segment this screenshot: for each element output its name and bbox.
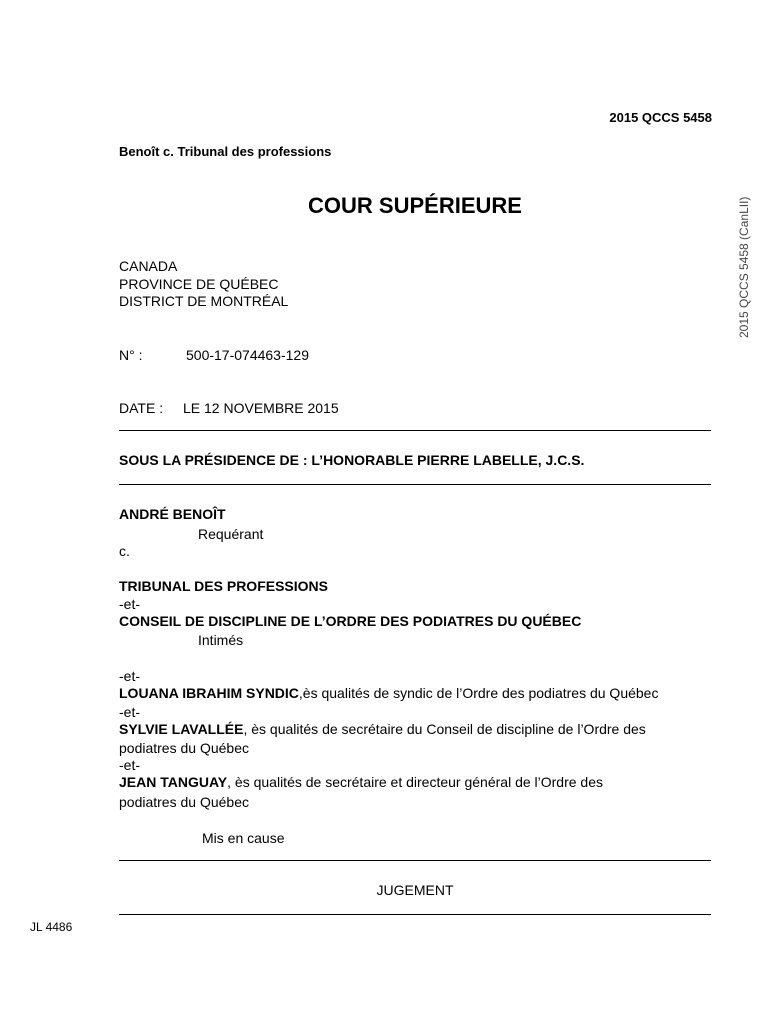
impleaded-role: Mis en cause	[202, 830, 285, 846]
et-separator: -et-	[119, 757, 140, 773]
impleaded-party-capacity: , ès qualités de secrétaire du Conseil de discipline de l’Ordre des	[243, 721, 646, 737]
applicant-role: Requérant	[198, 526, 264, 542]
impleaded-party-name: JEAN TANGUAY	[119, 774, 228, 790]
file-number-label: N° :	[119, 347, 143, 363]
footer-code: JL 4486	[30, 920, 73, 934]
court-name: COUR SUPÉRIEURE	[308, 193, 522, 218]
versus-marker: c.	[119, 543, 130, 559]
et-separator: -et-	[119, 704, 140, 720]
et-separator: -et-	[119, 596, 140, 612]
judgment-heading: JUGEMENT	[376, 882, 454, 898]
canlii-side-note: 2015 QCCS 5458 (CanLII)	[737, 196, 751, 338]
divider-line	[119, 860, 711, 861]
file-number-value: 500-17-074463-129	[186, 347, 309, 363]
date-value: LE 12 NOVEMBRE 2015	[183, 400, 339, 416]
jurisdiction-province: PROVINCE DE QUÉBEC	[119, 276, 279, 292]
impleaded-party-continuation: podiatres du Québec	[119, 740, 249, 756]
impleaded-party-capacity: ,ès qualités de syndic de l’Ordre des podiatres du Québec	[298, 685, 659, 701]
jurisdiction-country: CANADA	[119, 258, 178, 274]
respondent-tribunal: TRIBUNAL DES PROFESSIONS	[119, 578, 328, 594]
impleaded-party-line	[119, 684, 658, 702]
date-label: DATE :	[119, 400, 164, 416]
divider-line	[119, 484, 711, 485]
case-title: Benoît c. Tribunal des professions	[119, 144, 332, 159]
respondent-council: CONSEIL DE DISCIPLINE DE L’ORDRE DES PODIATRES DU QUÉBEC	[119, 613, 582, 629]
impleaded-party-line	[119, 720, 646, 738]
et-separator: -et-	[119, 668, 140, 684]
impleaded-party-capacity: , ès qualités de secrétaire et directeur général de l’Ordre des	[227, 774, 604, 790]
divider-line	[119, 430, 711, 431]
jurisdiction-district: DISTRICT DE MONTRÉAL	[119, 293, 289, 309]
respondents-role: Intimés	[198, 632, 244, 648]
divider-line	[119, 914, 711, 915]
impleaded-party-name: LOUANA IBRAHIM SYNDIC	[119, 685, 299, 701]
presiding-judge: SOUS LA PRÉSIDENCE DE : L’HONORABLE PIERRE LABELLE, J.C.S.	[119, 452, 585, 468]
impleaded-party-line	[119, 773, 603, 791]
impleaded-party-name: SYLVIE LAVALLÉE	[119, 721, 244, 737]
neutral-citation: 2015 QCCS 5458	[609, 110, 712, 125]
applicant-name: ANDRÉ BENOÎT	[119, 506, 226, 522]
impleaded-party-continuation: podiatres du Québec	[119, 794, 249, 810]
